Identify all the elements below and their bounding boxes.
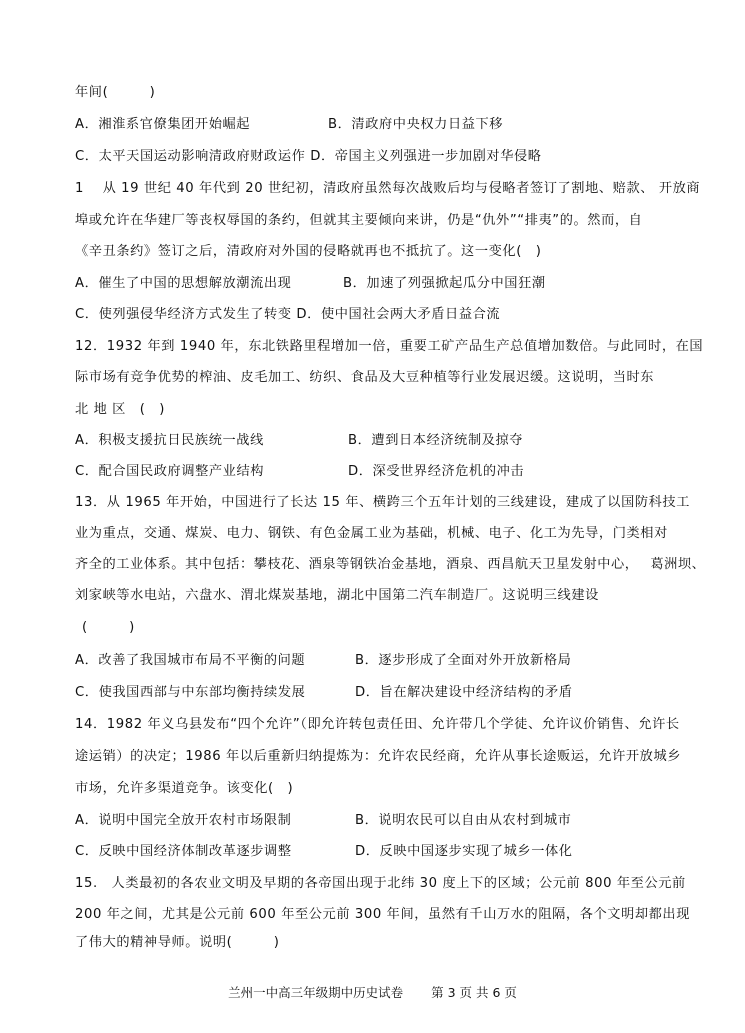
question-15-text: 200 年之间，尤其是公元前 600 年至公元前 300 年间，虽然有千山万水的阻隔，各个文明却都出现 [75, 907, 691, 922]
question-13-text: 13．从 1965 年开始，中国进行了长达 15 年、横跨三个五年计划的三线建设，建成了以国防科技工 [75, 495, 691, 510]
question-13-text: 业为重点，交通、煤炭、电力、钢铁、有色金属工业为基础，机械、电子、化工为先导，门类相对 [75, 526, 668, 541]
option-b: B．遭到日本经济统制及掠夺 [348, 433, 524, 448]
question-13-text: 刘家峡等水电站，六盘水、渭北煤炭基地，湖北中国第二汽车制造厂。这说明三线建设 [75, 588, 599, 603]
question-13-text: 齐全的工业体系。其中包括：攀枝花、酒泉等钢铁冶金基地，酒泉、西昌航天卫星发射中心， 葛洲坝、 [75, 557, 706, 572]
question-12-text: 12．1932 年到 1940 年，东北铁路里程增加一倍，重要工矿产品生产总值增加数倍。与此同时，在国 [75, 339, 704, 354]
option-b: B．逐步形成了全面对外开放新格局 [355, 653, 572, 668]
question-13-text: ( ) [82, 620, 135, 635]
option-c: C．使我国西部与中东部均衡持续发展 [75, 685, 306, 700]
option-d: D．反映中国逐步实现了城乡一体化 [355, 844, 573, 859]
question-14-text: 途运销）的决定；1986 年以后重新归纳提炼为：允许农民经商，允许从事长途贩运，允许开放城乡 [75, 749, 682, 764]
option-b: B．说明农民可以自由从农村到城市 [355, 813, 572, 828]
question-14-text: 14．1982 年义乌县发布“四个允许”（即允许转包责任田、允许带几个学徒、允许议价销售、允许长 [75, 717, 680, 732]
option-a: A．湘淮系官僚集团开始崛起 [75, 117, 251, 132]
option-b: B．加速了列强掀起瓜分中国狂潮 [343, 276, 546, 291]
option-a: A．积极支援抗日民族统一战线 [75, 433, 264, 448]
option-d: D．旨在解决建设中经济结构的矛盾 [355, 685, 573, 700]
option-row: C．太平天国运动影响清政府财政运作 D．帝国主义列强进一步加剧对华侵略 [75, 149, 542, 164]
question-11-text: 埠或允许在华建厂等丧权辱国的条约，但就其主要倾向来讲，仍是“仇外”“排夷”的。然而，自 [75, 213, 643, 228]
option-a: A．改善了我国城市布局不平衡的问题 [75, 653, 306, 668]
question-text-line: 年间( ) [75, 85, 156, 100]
option-row: C．使列强侵华经济方式发生了转变 D．使中国社会两大矛盾日益合流 [75, 307, 501, 322]
option-c: C．配合国民政府调整产业结构 [75, 464, 265, 479]
question-11-text: 《辛丑条约》签订之后，清政府对外国的侵略就再也不抵抗了。这一变化( ) [75, 244, 542, 259]
question-12-text: 北 地 区 ( ) [75, 402, 166, 417]
footer-school-title: 兰州一中高三年级期中历史试卷 [228, 985, 404, 1000]
option-c: C．反映中国经济体制改革逐步调整 [75, 844, 292, 859]
question-11-text: 1 从 19 世纪 40 年代到 20 世纪初，清政府虽然每次战败后均与侵略者签订了割地、赔款、 开放商 [75, 181, 701, 196]
footer-page-number: 第 3 页 共 6 页 [431, 985, 517, 1000]
question-15-text: 了伟大的精神导师。说明( ) [75, 935, 280, 950]
option-d: D．深受世界经济危机的冲击 [348, 464, 525, 479]
question-15-text: 15. 人类最初的各农业文明及早期的各帝国出现于北纬 30 度上下的区域；公元前 800 年至公元前 [75, 876, 686, 891]
question-14-text: 市场，允许多渠道竞争。该变化( ) [75, 781, 294, 796]
page-footer [0, 983, 745, 1001]
question-12-text: 际市场有竞争优势的榨油、皮毛加工、纺织、食品及大豆种植等行业发展迟缓。这说明，当时东 [75, 370, 655, 385]
option-b: B．清政府中央权力日益下移 [328, 117, 504, 132]
option-a: A．催生了中国的思想解放潮流出现 [75, 276, 292, 291]
option-a: A．说明中国完全放开农村市场限制 [75, 813, 292, 828]
